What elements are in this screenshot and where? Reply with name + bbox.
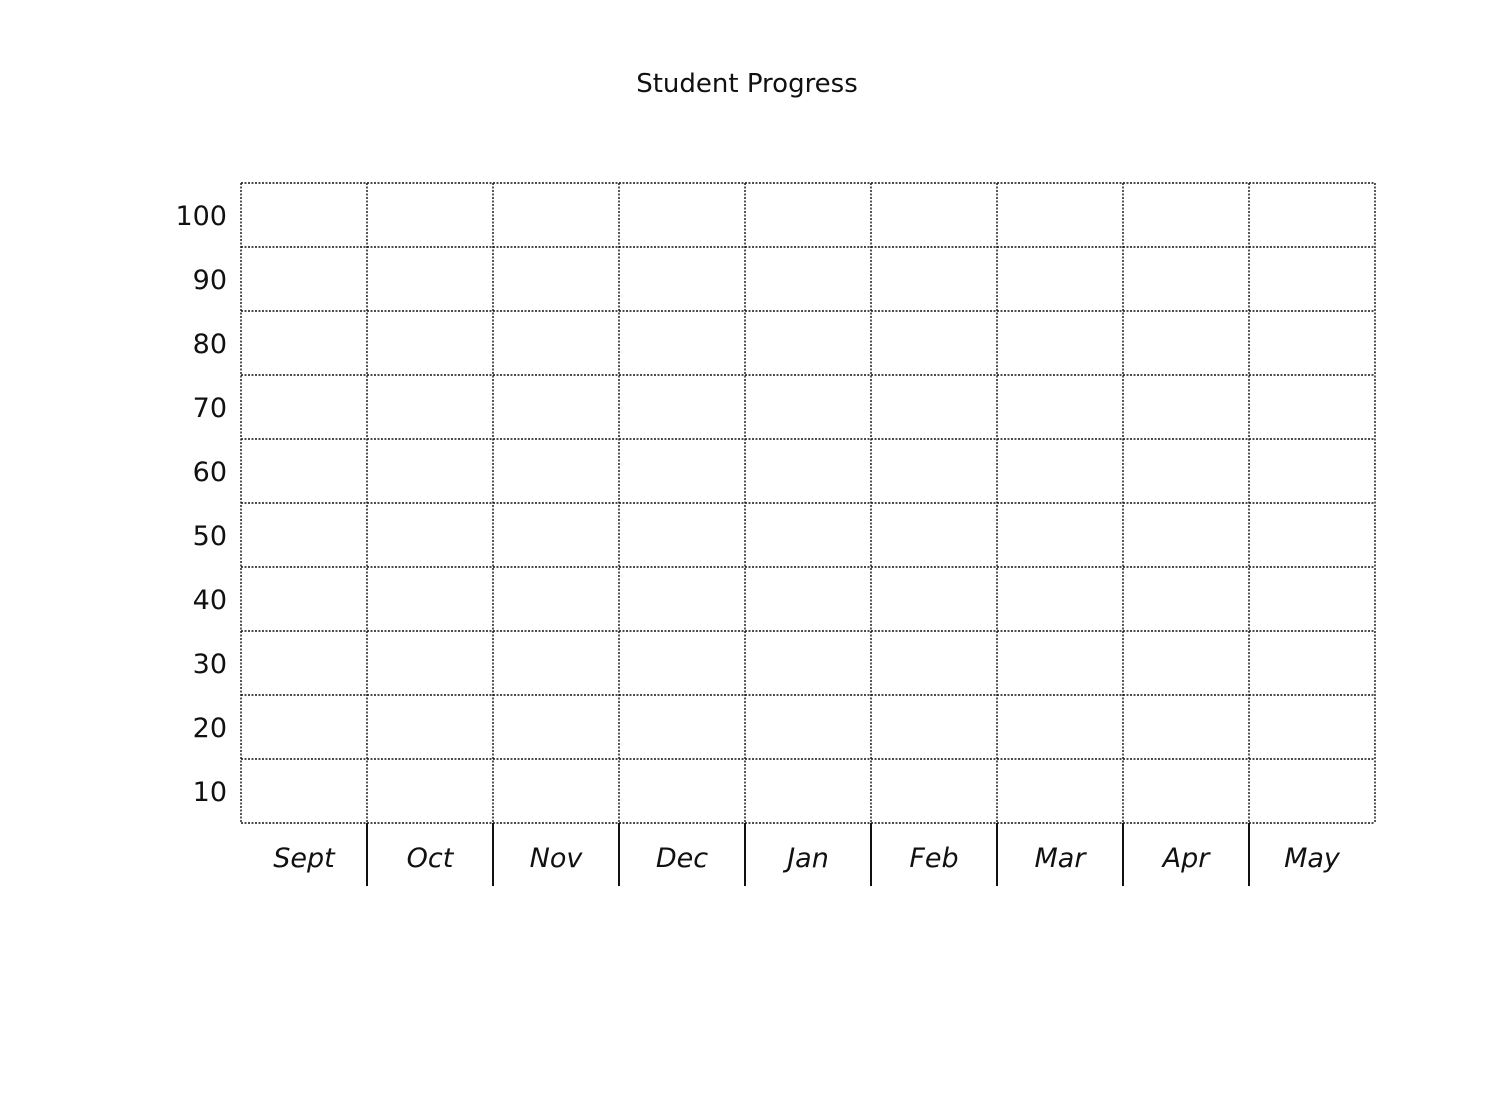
- y-tick-label: 80: [192, 329, 227, 360]
- x-category-label: Jan: [787, 843, 829, 874]
- y-tick-label: 20: [192, 713, 227, 744]
- x-category-label: Sept: [273, 843, 335, 874]
- x-category-label: Feb: [909, 843, 959, 874]
- y-axis-tick-labels: [175, 201, 227, 808]
- x-axis-category-labels: [273, 843, 1341, 874]
- x-category-label: Mar: [1034, 843, 1086, 874]
- x-category-label: May: [1284, 843, 1340, 874]
- y-tick-label: 60: [192, 457, 227, 488]
- chart-title: Student Progress: [636, 69, 858, 99]
- x-category-label: Oct: [406, 843, 454, 874]
- x-category-label: Nov: [529, 843, 583, 874]
- y-tick-label: 30: [192, 649, 227, 680]
- x-category-label: Dec: [655, 843, 709, 874]
- y-tick-label: 100: [175, 201, 227, 232]
- y-tick-label: 50: [192, 521, 227, 552]
- y-tick-label: 70: [192, 393, 227, 424]
- grid-area: [241, 183, 1375, 886]
- y-tick-label: 40: [192, 585, 227, 616]
- y-tick-label: 10: [192, 777, 227, 808]
- y-tick-label: 90: [192, 265, 227, 296]
- x-category-label: Apr: [1162, 843, 1210, 874]
